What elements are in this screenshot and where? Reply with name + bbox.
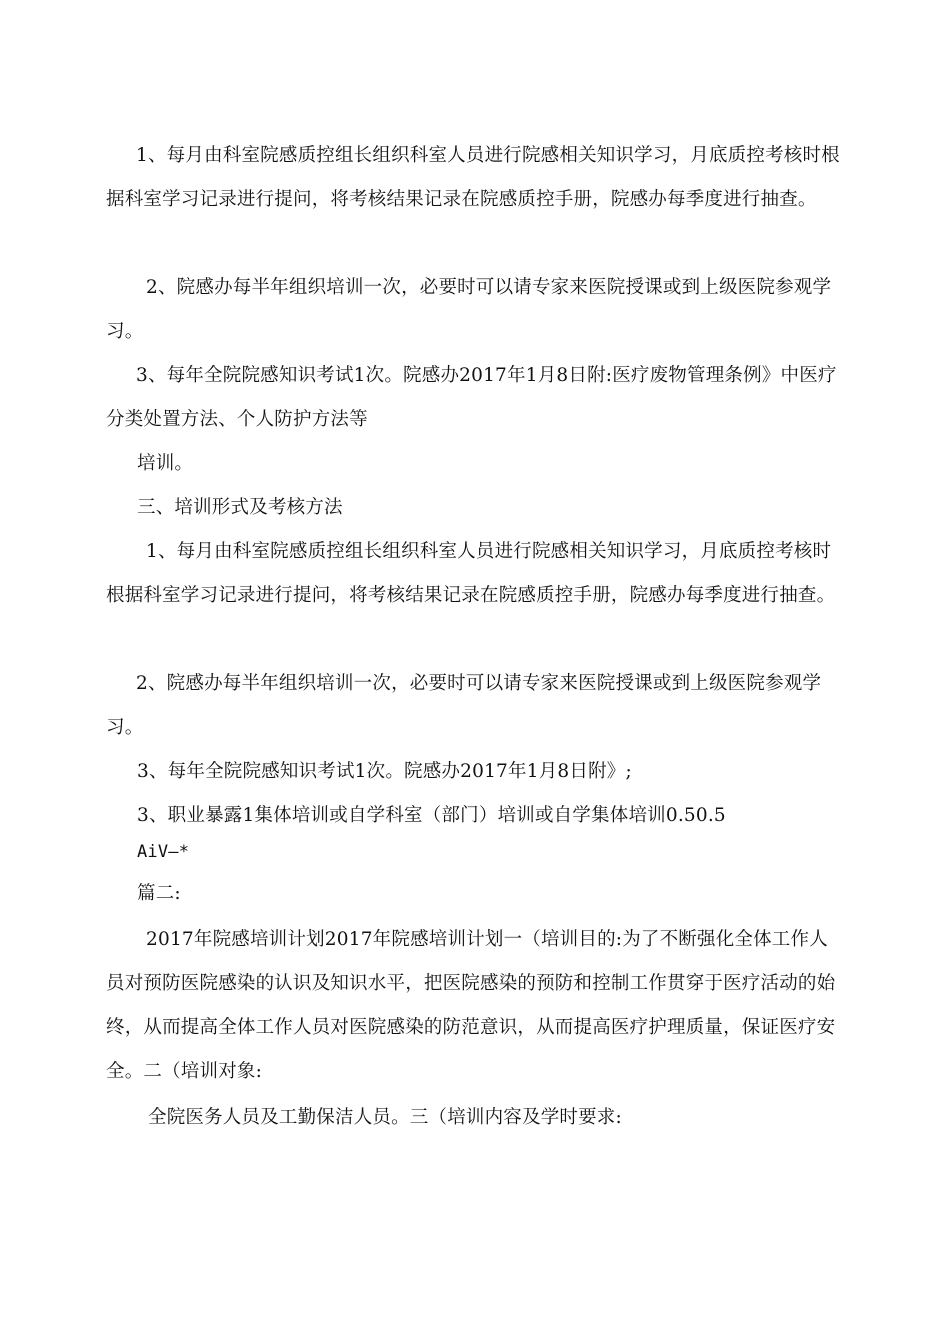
paragraph-6: 1、每月由科室院感质控组长组织科室人员进行院感相关知识学习，月底质控考核时根据科室学习记录进行提问，将考核结果记录在院感质控手册，院感办每季度进行抽查。 [106,541,836,606]
paragraph-1: 1、每月由科室院感质控组长组织科室人员进行院感相关知识学习，月底质控考核时根据科室学习记录进行提问，将考核结果记录在院感质控手册，院感办每季度进行抽查。 [106,145,840,210]
paragraph-3: 3、每年全院院感知识考试1次。院感办2017年1月8日附:医疗废物管理条例》中医疗分类处置方法、个人防护方法等 [106,365,837,430]
paragraph-8: 3、每年全院院感知识考试1次。院感办2017年1月8日附》; [137,761,632,782]
section-heading: 三、培训形式及考核方法 [137,497,343,518]
paragraph-9: 3、职业暴露1集体培训或自学科室（部门）培训或自学集体培训0.50.5 [137,805,726,826]
paragraph-13: 全院医务人员及工勤保洁人员。三（培训内容及学时要求: [148,1107,622,1128]
paragraph-2: 2、院感办每半年组织培训一次，必要时可以请专家来医院授课或到上级医院参观学习。 [106,277,832,342]
paragraph-7: 2、院感办每半年组织培训一次，必要时可以请专家来医院授课或到上级医院参观学习。 [106,673,822,738]
part-two-heading: 篇二: [137,883,181,904]
paragraph-12: 2017年院感培训计划2017年院感培训计划一（培训目的:为了不断强化全体工作人员对预防医院感染的认识及知识水平，把医院感染的预防和控制工作贯穿于医疗活动的始终，从而提高全体工作人员对医院感染的防范意识，从而提高医疗护理质量，保证医疗安全。二（培训对象: [106,929,836,1082]
paragraph-4: 培训。 [137,453,194,474]
paragraph-10: AiV—* [137,842,190,862]
